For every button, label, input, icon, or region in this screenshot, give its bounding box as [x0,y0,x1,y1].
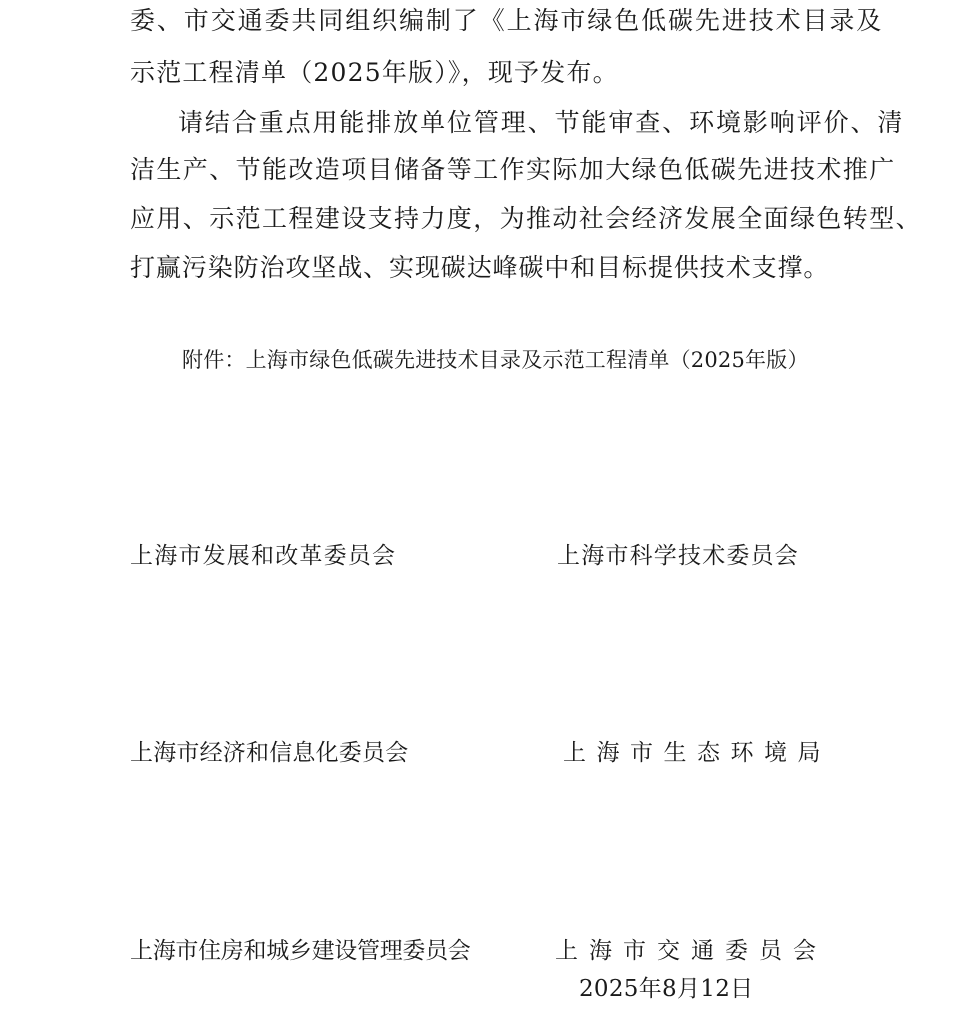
body-paragraph-1-line-2: 示范工程清单（2025年版）》，现予发布。 [130,58,619,87]
body-paragraph-1-line-1: 委、市交通委共同组织编制了《上海市绿色低碳先进技术目录及 [130,6,884,35]
body-paragraph-2-line-3: 应用、示范工程建设支持力度，为推动社会经济发展全面绿色转型、 [130,204,923,233]
signatory-housing-urban-rural: 上海市住房和城乡建设管理委员会 [130,938,471,964]
body-paragraph-2-line-4: 打赢污染防治攻坚战、实现碳达峰碳中和目标提供技术支撑。 [130,253,830,282]
signatory-ecology-environment: 上海市生态环境局 [563,740,831,766]
body-paragraph-2-line-2: 洁生产、节能改造项目储备等工作实际加大绿色低碳先进技术推广 [130,155,896,184]
signatory-development-reform: 上海市发展和改革委员会 [130,543,397,569]
issue-date: 2025年8月12日 [579,976,754,1002]
signatory-economy-informatization: 上海市经济和信息化委员会 [130,740,409,766]
body-paragraph-2-line-1: 请结合重点用能排放单位管理、节能审查、环境影响评价、清 [178,108,905,137]
signatory-transport: 上海市交通委员会 [555,938,827,964]
attachment-line: 附件：上海市绿色低碳先进技术目录及示范工程清单（2025年版） [182,348,809,372]
signatory-science-technology: 上海市科学技术委员会 [557,543,799,569]
